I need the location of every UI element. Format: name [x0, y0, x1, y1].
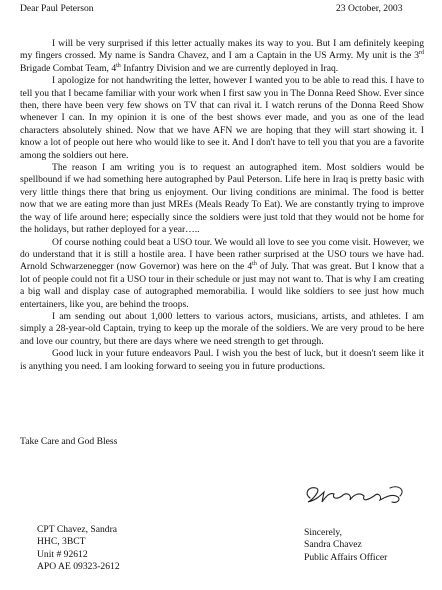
sender-title: Public Affairs Officer: [304, 551, 388, 563]
address-line: HHC, 3BCT: [37, 536, 86, 548]
paragraph-letters: I am sending out about 1,000 letters to various actors, musicians, artists, and athletes. I am simply a 28-year-old Captain, trying to keep up the morale of the soldiers. We are very proud to be here and love our country, but there are days where we need strength to get through.: [20, 310, 424, 347]
paragraph-donna-reed: I apologize for not handwriting the letter, however I wanted you to be able to read this. I have to tell you that I became familiar with your work when I first saw you in The Donna Reed Show. Ever since then, there have been very few shows on TV that can rival it. I watch reruns of the Donna Reed Show whenever I can. In my opinion it is one of the best shows ever made, and you as one of the lead characters absolutely shined. Now that we have AFN we are hoping that they will start showing it. I know a lot of people out here who would like to see it. And I don't have to tell you that you are a favorite among the soldiers out here.: [20, 75, 424, 161]
greeting: Dear Paul Peterson: [20, 3, 94, 14]
paragraph-intro: I will be very surprised if this letter actually makes its way to you. But I am definitely keeping my fingers crossed. My name is Sandra Chavez, and I am a Captain in the US Army. My unit is the 3rd Brigade Combat Team, 4th Infantry Division and we are currently deployed in Iraq.: [20, 38, 424, 74]
address-line: Unit # 92612: [37, 548, 88, 560]
address-line: CPT Chavez, Sandra: [37, 524, 118, 535]
letter-date: 23 October, 2003: [336, 3, 403, 14]
sign-off: Sincerely,: [304, 527, 343, 538]
closing-line: Take Care and God Bless: [20, 436, 118, 447]
sender-name: Sandra Chavez: [304, 539, 362, 551]
address-line: APO AE 09323-2612: [37, 561, 120, 573]
paragraph-good-luck: Good luck in your future endeavors Paul. I wish you the best of luck, but it doesn't seem like it is anything you need. I am looking forward to seeing you in future productions.: [20, 348, 424, 372]
paragraph-uso: Of course nothing could beat a USO tour. We would all love to see you come visit. However, we do understand that it is still a hostile area. I have been rather surprised at the USO tours we have had. Arnold Schwarzenegger (now Governor) was here on the 4th of July. That was great. But I know that a lot of people could not fit a USO tour in their schedule or just may not want to. That is why I am creating a big wall and display case of autographed memorabilia. I would like soldiers to see just how much entertainers, like you, are behind the troops.: [20, 236, 424, 310]
letter-body: [20, 38, 424, 373]
handwritten-signature: [302, 478, 412, 508]
return-address: [37, 524, 120, 574]
paragraph-request: The reason I am writing you is to request an autographed item. Most soldiers would be spellbound if we had something here autographed by Paul Peterson. Life here in Iraq is pretty basic with very little things there that bring us enjoyment. Our living conditions are minimal. The food is better now that we are eating more than just MREs (Meals Ready To Eat). We are constantly trying to improve the way of life around here; especially since the soldiers were just told that they would not be home for the holidays, but rather deployed for a year…..: [20, 162, 424, 236]
sender-block: [304, 527, 387, 564]
